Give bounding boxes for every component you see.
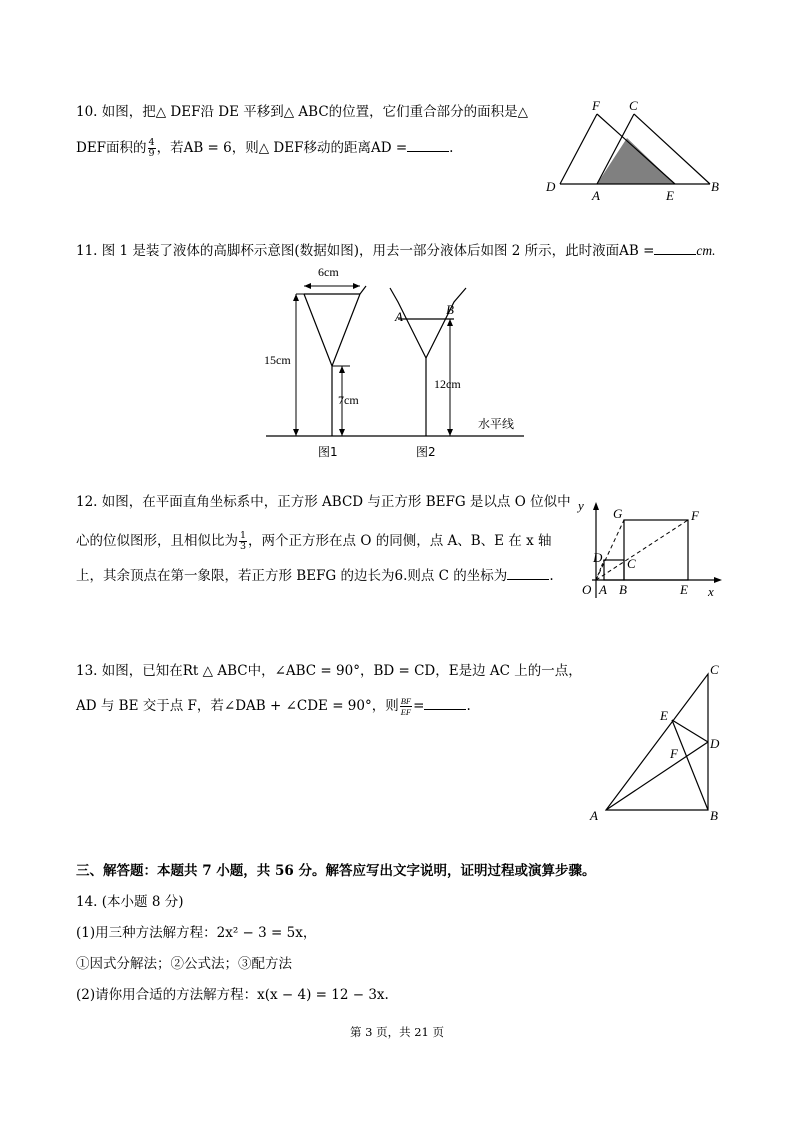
q12-line2 [76,531,552,552]
section-3-heading: 三、解答题：本题共 7 小题，共 56 分。解答应写出文字说明，证明过程或演算步骤。 [76,863,596,879]
q13-answer-blank [424,696,466,710]
q14-part1: (1)用三种方法解方程：2x² − 3 = 5x， [76,925,317,941]
q14-methods: ①因式分解法；②公式法；③配方法 [76,956,292,972]
q10-fraction: $\frac{4}{9}$ [148,137,155,159]
q10-period: . [449,140,454,156]
q11-dim-7cm: 7cm [338,393,359,407]
q13-label-D: D [710,736,720,751]
q11-answer-blank [654,241,696,255]
q10-label-A: A [592,188,600,203]
q12-answer-blank [507,566,549,580]
q13-line1: 13. 如图，已知在Rt △ ABC中，∠ABC = 90°，BD = CD，E是边 AC 上的一点， [76,663,582,679]
q10-line1: 10. 如图，把△ DEF沿 DE 平移到△ ABC的位置，它们重合部分的面积是△ [76,104,529,120]
q12-label-x: x [708,584,714,599]
q12-label-A: A [599,582,607,597]
q13-equals: = [413,698,425,714]
q10-label-B: B [711,179,719,194]
q10-answer-blank [407,138,449,152]
q13-text-a: AD 与 BE 交于点 F，若∠DAB + ∠CDE = 90°，则 [76,698,399,714]
q11-unit: cm. [696,243,716,258]
q10-label-F: F [592,98,600,113]
q12-label-G: G [613,506,623,521]
q12-coordinate-figure [572,494,732,606]
q13-line2 [76,696,471,717]
q11-label-A: A [395,309,403,324]
q10-text-b: ，若AB = 6，则△ DEF移动的距离AD = [156,140,408,156]
q11-dim-12cm: 12cm [434,377,461,391]
q11-dim-15cm: 15cm [264,353,291,367]
q10-label-C: C [629,98,638,113]
q12-line1: 12. 如图，在平面直角坐标系中，正方形 ABCD 与正方形 BEFG 是以点 O 位似中 [76,494,571,510]
q14-part2: (2)请你用合适的方法解方程：x(x − 4) = 12 − 3x. [76,987,389,1003]
q11-horizon-label: 水平线 [478,417,515,431]
q11-text: 11. 图 1 是装了液体的高脚杯示意图(数据如图)，用去一部分液体后如图 2 所示，此时液面AB = [76,243,655,259]
q10-line2 [76,138,453,159]
q12-text-a: 心的位似图形，且相似比为 [76,533,238,549]
q12-label-D: D [593,550,603,565]
page-footer: 第 3 页，共 21 页 [349,1025,445,1039]
q12-text-b: ，两个正方形在点 O 的同侧，点 A、B、E 在 x 轴 [248,533,552,549]
q13-label-B: B [710,808,718,823]
q12-period: . [549,568,554,584]
q11-fig1-label: 图1 [318,445,338,459]
q13-period: . [466,698,471,714]
q13-label-E: E [660,708,668,723]
q13-label-A: A [590,808,598,823]
q11-dim-6cm: 6cm [318,265,339,279]
q13-fraction: $\frac{BF}{EF}$ [400,696,412,717]
q12-label-F: F [691,508,699,523]
q12-label-O: O [582,582,592,597]
q12-fraction: $\frac{1}{3}$ [240,530,247,552]
q11-goblet-figure [262,258,542,468]
q10-label-D: D [546,179,556,194]
q12-line3 [76,566,554,586]
q10-label-E: E [666,188,674,203]
q10-text-a: DEF面积的 [76,140,147,156]
q12-label-B: B [619,582,627,597]
q13-triangle-figure [584,660,734,826]
q13-label-F: F [670,746,678,761]
q11-fig2-label: 图2 [416,445,436,459]
q13-label-C: C [710,662,719,677]
q10-triangle-figure [540,96,730,206]
q12-label-C: C [627,556,636,571]
q12-text-c: 上，其余顶点在第一象限，若正方形 BEFG 的边长为6.则点 C 的坐标为 [76,568,508,584]
q14-head: 14. (本小题 8 分) [76,894,184,910]
q11-label-B: B [446,302,454,317]
q12-label-E: E [680,582,688,597]
q12-label-y: y [578,498,584,513]
